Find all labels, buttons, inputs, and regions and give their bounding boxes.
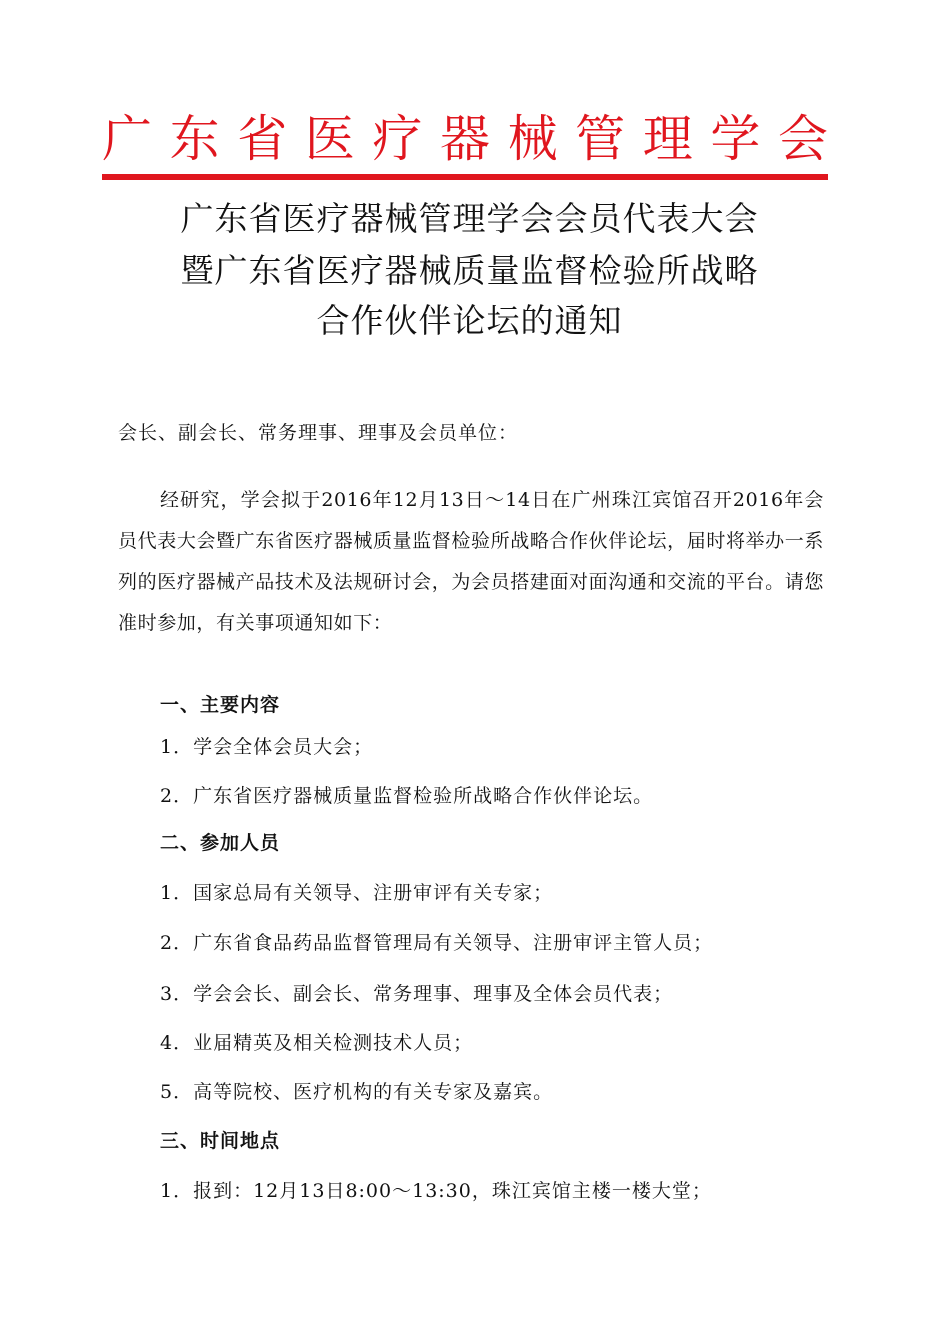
list-item: 4．业届精英及相关检测技术人员； — [160, 1032, 474, 1054]
list-item: 5．高等院校、医疗机构的有关专家及嘉宾。 — [160, 1081, 554, 1103]
letterhead-char: 器 — [439, 110, 490, 168]
list-item: 1．国家总局有关领导、注册审评有关专家； — [160, 882, 554, 904]
letterhead-divider — [102, 174, 828, 180]
list-item: 2．广东省食品药品监督管理局有关领导、注册审评主管人员； — [160, 932, 714, 954]
section-heading-participants: 二、参加人员 — [160, 832, 281, 854]
letterhead-char: 东 — [169, 110, 220, 168]
letterhead-char: 会 — [777, 110, 828, 168]
letterhead-char: 医 — [304, 110, 355, 168]
letterhead-char: 械 — [507, 110, 558, 168]
list-item: 1．学会全体会员大会； — [160, 736, 374, 758]
list-item: 1．报到：12月13日8:00～13:30，珠江宾馆主楼一楼大堂； — [160, 1180, 712, 1202]
notice-title-line-3: 合作伙伴论坛的通知 — [316, 301, 623, 340]
notice-title-line-1: 广东省医疗器械管理学会会员代表大会 — [180, 199, 759, 238]
list-item: 2．广东省医疗器械质量监督检验所战略合作伙伴论坛。 — [160, 785, 654, 807]
salutation: 会长、副会长、常务理事、理事及会员单位： — [118, 422, 519, 444]
letterhead-char: 疗 — [372, 110, 423, 168]
list-item: 3．学会会长、副会长、常务理事、理事及全体会员代表； — [160, 983, 674, 1005]
letterhead-char: 学 — [710, 110, 761, 168]
letterhead-title — [102, 104, 828, 174]
letterhead-char: 理 — [642, 110, 693, 168]
letterhead-char: 管 — [575, 110, 626, 168]
section-heading-main-content: 一、主要内容 — [160, 694, 281, 716]
letterhead-char: 广 — [102, 110, 152, 168]
letterhead-char: 省 — [237, 110, 288, 168]
section-heading-time-location: 三、时间地点 — [160, 1130, 281, 1152]
intro-paragraph: 经研究，学会拟于2016年12月13日～14日在广州珠江宾馆召开2016年会员代表大会暨广东省医疗器械质量监督检验所战略合作伙伴论坛，届时将举办一系列的医疗器械产品技术及法规研讨会，为会员搭建面对面沟通和交流的平台。请您准时参加，有关事项通知如下： — [118, 489, 824, 634]
notice-title-line-2: 暨广东省医疗器械质量监督检验所战略 — [180, 251, 759, 290]
